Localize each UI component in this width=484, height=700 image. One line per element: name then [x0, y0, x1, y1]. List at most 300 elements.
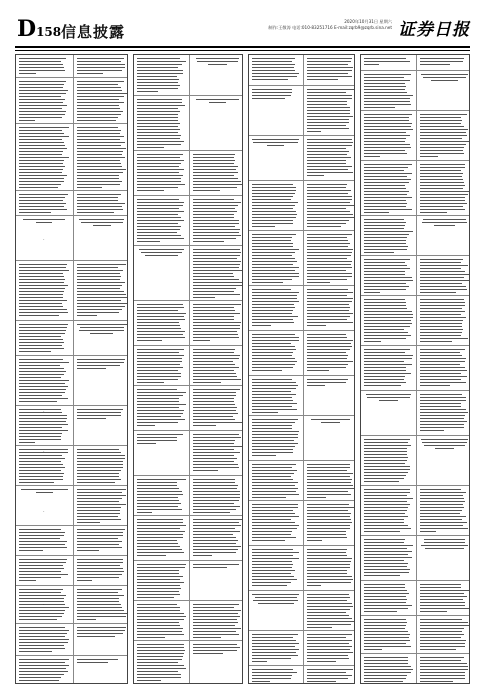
text-line [77, 613, 127, 614]
text-line [252, 240, 291, 241]
text-line [193, 282, 242, 283]
text-line [19, 127, 69, 128]
text-line [364, 587, 405, 588]
text-line [420, 194, 468, 195]
text-line [77, 197, 119, 198]
text-line [77, 212, 115, 213]
text-line [77, 362, 125, 363]
text-line [19, 571, 61, 572]
text-line [137, 519, 183, 520]
text-line [364, 101, 410, 102]
table-cell [74, 655, 129, 684]
text-line [77, 619, 96, 620]
text-line [364, 448, 407, 449]
text-line [77, 184, 121, 185]
column-3 [248, 54, 355, 684]
text-line [420, 364, 460, 365]
text-line [193, 506, 240, 507]
text-line [307, 110, 351, 111]
text-line [77, 359, 126, 360]
text-line [307, 226, 342, 227]
text-line [79, 330, 124, 331]
table-cell [417, 70, 470, 111]
text-line [364, 605, 412, 606]
text-line [307, 504, 350, 505]
text-line [364, 584, 405, 585]
text-line [364, 126, 411, 127]
text-line [19, 476, 63, 477]
table-cell [190, 430, 243, 476]
text-line [252, 507, 298, 508]
text-line [19, 108, 62, 109]
text-line [252, 504, 298, 505]
text-line [252, 199, 291, 200]
text-line [77, 464, 123, 465]
text-line [77, 479, 122, 480]
text-line [252, 540, 285, 541]
text-line [77, 565, 120, 566]
text-line [19, 636, 65, 637]
table-cell [249, 500, 303, 546]
text-line [364, 228, 404, 229]
text-line [19, 680, 59, 681]
text-line [77, 160, 120, 161]
text-line [137, 668, 186, 669]
text-line [307, 157, 351, 158]
text-line [307, 258, 348, 259]
text-line [252, 385, 298, 386]
table-cell [249, 230, 303, 286]
text-line [364, 305, 406, 306]
text-line [420, 117, 461, 118]
text-line [193, 404, 235, 405]
text-line [19, 105, 67, 106]
text-line [193, 376, 237, 377]
table-cell [16, 525, 73, 556]
table-cell [249, 545, 303, 591]
text-line [19, 84, 64, 85]
text-line [193, 519, 242, 520]
text-line [137, 543, 178, 544]
text-line [364, 539, 405, 540]
text-line [420, 268, 461, 269]
text-line [307, 624, 351, 625]
text-line [252, 261, 297, 262]
text-line [252, 661, 267, 662]
text-line [307, 234, 352, 235]
text-line [252, 388, 296, 389]
text-line [252, 510, 293, 511]
table-cell [304, 590, 356, 631]
text-line [307, 276, 353, 277]
text-line [137, 117, 178, 118]
text-line [19, 464, 63, 465]
text-line [252, 634, 298, 635]
table-cell [417, 215, 470, 256]
text-line [193, 522, 239, 523]
text-line [379, 400, 398, 401]
table-cell [361, 255, 416, 296]
text-line [77, 81, 125, 82]
text-line [196, 99, 239, 100]
table-cell [74, 55, 129, 77]
text-line [307, 537, 348, 538]
text-line [424, 445, 465, 446]
text-line [77, 267, 119, 268]
page-letter: D [17, 16, 37, 42]
text-line [420, 305, 465, 306]
text-line [364, 646, 411, 647]
text-line [19, 267, 66, 268]
text-line [137, 582, 184, 583]
text-line [19, 73, 36, 74]
text-line [364, 141, 405, 142]
text-line [420, 150, 463, 151]
text-line [19, 117, 62, 118]
text-line [193, 413, 238, 414]
table-cell [16, 260, 73, 321]
text-line [420, 182, 464, 183]
text-line [77, 473, 119, 474]
text-line [307, 618, 353, 619]
table-cell [134, 245, 189, 301]
text-line [137, 659, 182, 660]
table-cell [134, 195, 189, 246]
table-cell [304, 85, 356, 136]
text-line [19, 315, 59, 316]
text-line [420, 206, 463, 207]
text-line [367, 397, 410, 398]
text-line [77, 142, 125, 143]
masthead-rule-thin [15, 50, 470, 51]
table-cell [16, 320, 73, 356]
text-line [77, 178, 120, 179]
text-line [364, 599, 407, 600]
text-line [258, 603, 294, 604]
text-line [193, 555, 212, 556]
text-line [420, 314, 461, 315]
text-line [137, 398, 179, 399]
text-line [193, 208, 235, 209]
text-line [364, 569, 410, 570]
text-line [193, 261, 241, 262]
text-line [19, 532, 65, 533]
table-cell [74, 77, 129, 124]
text-line [252, 76, 297, 77]
text-line [252, 655, 298, 656]
text-line [252, 255, 292, 256]
text-line [19, 67, 64, 68]
text-line [252, 193, 295, 194]
text-line [307, 199, 353, 200]
text-line [77, 571, 124, 572]
text-line [137, 108, 178, 109]
text-line [193, 613, 238, 614]
text-line [137, 410, 184, 411]
text-line [193, 567, 227, 568]
text-line [252, 292, 299, 293]
text-line [19, 282, 64, 283]
text-line [193, 238, 236, 239]
text-line [420, 170, 461, 171]
text-line [19, 642, 68, 643]
table-cell [361, 55, 416, 70]
text-line [193, 395, 236, 396]
text-line [364, 593, 409, 594]
text-line [364, 234, 409, 235]
text-line [364, 489, 410, 490]
text-line [364, 373, 411, 374]
text-line [193, 392, 236, 393]
text-line [137, 331, 185, 332]
text-line [19, 303, 62, 304]
text-line [19, 136, 69, 137]
text-line [307, 316, 350, 317]
text-line [307, 467, 350, 468]
page-number-digits: 158 [36, 25, 62, 39]
text-line [252, 570, 295, 571]
text-line [307, 337, 347, 338]
text-line [252, 190, 296, 191]
text-line [19, 306, 63, 307]
text-line [420, 501, 465, 502]
text-line [77, 601, 119, 602]
text-line [252, 98, 285, 99]
text-line [137, 674, 181, 675]
text-line [77, 580, 92, 581]
text-line [307, 582, 352, 583]
text-line [193, 211, 237, 212]
text-line [193, 534, 233, 535]
text-line [77, 87, 122, 88]
text-line [137, 166, 179, 167]
text-line [77, 535, 123, 536]
text-line [77, 519, 122, 520]
text-line [307, 279, 347, 280]
text-line [19, 166, 65, 167]
text-line [19, 668, 66, 669]
text-line [193, 319, 234, 320]
text-line [77, 507, 122, 508]
text-line [307, 301, 352, 302]
text-line [19, 151, 63, 152]
table-cell [417, 110, 470, 161]
text-line [364, 678, 406, 679]
text-line [364, 451, 407, 452]
text-line [77, 538, 119, 539]
text-line [137, 325, 180, 326]
text-line [364, 237, 407, 238]
text-line [252, 464, 296, 465]
text-line [364, 501, 407, 502]
text-line [77, 467, 124, 468]
text-line [77, 70, 123, 71]
text-line [193, 500, 239, 501]
text-line [19, 81, 66, 82]
text-line [137, 537, 183, 538]
text-line [193, 258, 237, 259]
text-line [307, 379, 348, 380]
text-line [252, 307, 295, 308]
text-line [137, 588, 181, 589]
text-line [364, 608, 408, 609]
text-line [307, 154, 347, 155]
text-line [193, 249, 240, 250]
text-line [307, 237, 347, 238]
table-cell [417, 55, 470, 70]
text-line [137, 316, 184, 317]
text-line [364, 341, 381, 342]
text-line [193, 157, 234, 158]
table-cell [361, 70, 416, 111]
text-line [77, 504, 126, 505]
text-line [307, 64, 349, 65]
table-cell [304, 460, 356, 501]
table-cell [417, 390, 470, 436]
text-line [364, 492, 410, 493]
text-line [137, 126, 178, 127]
text-line [425, 548, 464, 549]
text-line [364, 332, 408, 333]
text-line [193, 154, 235, 155]
empty-cell-dash: - [43, 409, 45, 413]
text-line [252, 340, 299, 341]
text-line [252, 319, 293, 320]
text-line [141, 252, 181, 253]
text-line [252, 313, 292, 314]
text-line [137, 102, 182, 103]
text-line [307, 552, 347, 553]
text-line [307, 603, 352, 604]
text-line [77, 562, 124, 563]
text-line [19, 365, 60, 366]
text-line [252, 252, 295, 253]
text-line [137, 310, 178, 311]
text-line [19, 148, 67, 149]
text-line [137, 307, 184, 308]
text-line [307, 319, 347, 320]
text-line [420, 341, 452, 342]
text-line [137, 355, 184, 356]
text-line [77, 522, 101, 523]
text-line [193, 325, 240, 326]
text-line [137, 328, 181, 329]
text-line [420, 504, 463, 505]
text-line [307, 594, 349, 595]
text-line [77, 102, 125, 103]
column-4-subcolumn-1 [361, 55, 416, 683]
text-line [77, 409, 124, 410]
text-line [364, 551, 412, 552]
text-line [193, 184, 242, 185]
text-line [193, 610, 241, 611]
text-line [137, 628, 183, 629]
text-line [137, 494, 183, 495]
table-cell [16, 655, 73, 684]
text-line [193, 458, 237, 459]
table-cell [74, 320, 129, 356]
text-line [193, 349, 235, 350]
text-line [77, 455, 126, 456]
text-line [307, 519, 352, 520]
text-line [431, 80, 458, 81]
text-line [19, 90, 68, 91]
text-line [77, 607, 122, 608]
text-line [420, 203, 467, 204]
text-line [193, 634, 239, 635]
text-line [364, 262, 405, 263]
text-line [252, 139, 299, 140]
text-line [252, 243, 293, 244]
text-line [19, 312, 68, 313]
text-line [307, 113, 351, 114]
text-line [209, 102, 226, 103]
text-line [420, 657, 464, 658]
text-line [364, 513, 405, 514]
text-line [137, 367, 183, 368]
text-line [193, 169, 236, 170]
text-line [19, 345, 62, 346]
text-line [36, 492, 53, 493]
text-line [252, 304, 294, 305]
column-2-subcolumn-2 [189, 55, 243, 683]
text-line [19, 415, 67, 416]
text-line [77, 145, 121, 146]
text-line [420, 141, 469, 142]
text-line [420, 531, 436, 532]
text-line [307, 609, 350, 610]
contact-line: 制作:王敬涛 电话:010-83251716 E-mail:zqrb9@zqrb.sina.net [268, 25, 392, 30]
text-line [193, 322, 241, 323]
text-line [137, 211, 184, 212]
text-line [364, 560, 404, 561]
text-line [420, 513, 460, 514]
text-line [77, 418, 106, 419]
text-line [137, 549, 182, 550]
table-cell [16, 485, 73, 526]
text-line [19, 458, 65, 459]
text-line [252, 437, 298, 438]
text-line [434, 225, 455, 226]
text-line [364, 634, 410, 635]
table-cell [249, 55, 303, 85]
text-line [420, 176, 462, 177]
text-line [364, 554, 408, 555]
text-line [364, 252, 394, 253]
text-line [307, 531, 347, 532]
text-line [364, 120, 409, 121]
text-line [364, 89, 405, 90]
text-line [137, 413, 183, 414]
text-line [307, 358, 347, 359]
table-cell [304, 180, 356, 231]
text-line [252, 467, 292, 468]
text-line [252, 534, 291, 535]
text-line [19, 550, 43, 551]
table-cell [361, 435, 416, 486]
text-line [252, 549, 293, 550]
text-line [193, 229, 240, 230]
text-line [307, 570, 347, 571]
text-line [364, 457, 408, 458]
text-line [137, 650, 185, 651]
text-line [364, 188, 406, 189]
text-line [364, 271, 405, 272]
text-line [137, 610, 180, 611]
text-line [420, 200, 465, 201]
text-line [252, 476, 291, 477]
text-line [252, 61, 292, 62]
